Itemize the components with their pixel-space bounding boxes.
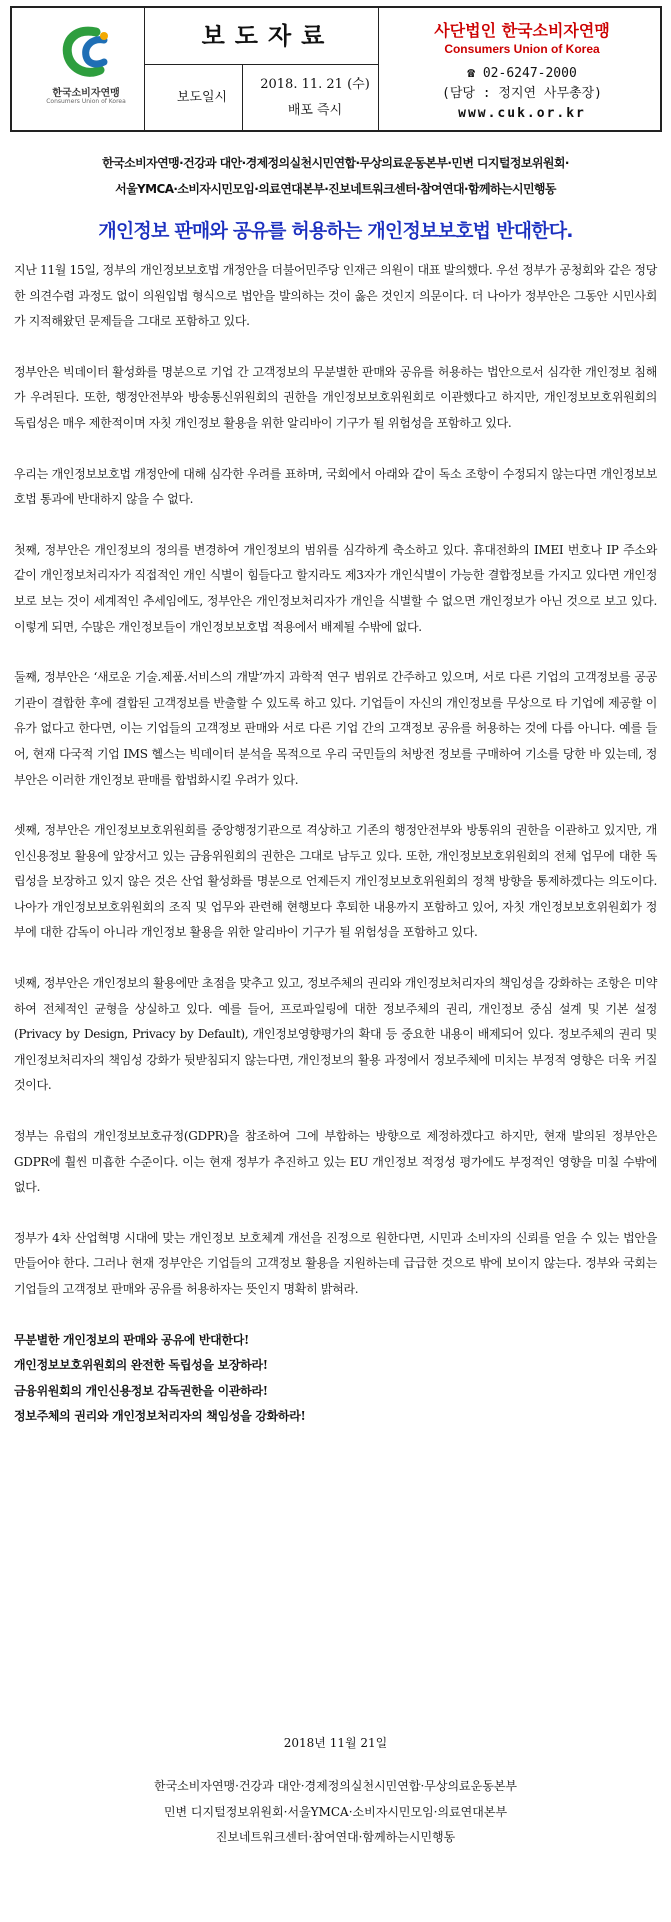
orgs-line: 서울YMCA·소비자시민모임·의료연대본부·진보네트워크센터·참여연대·함께하는시민행동 [115, 182, 556, 196]
signature-org-line: 한국소비자연맹·건강과 대안·경제정의실천시민연합·무상의료운동본부 [153, 1779, 518, 1793]
logo-icon [34, 26, 138, 84]
paragraph: 우리는 개인정보보호법 개정안에 대해 심각한 우려를 표하며, 국회에서 아래와 같이 독소 조항이 수정되지 않는다면 개인정보보호법 통과에 반대하지 않을 수 없다. [14, 466, 657, 507]
org-name-english: Consumers Union of Korea [444, 42, 600, 56]
phone-number: 02-6247-2000 [482, 66, 577, 81]
logo [34, 26, 138, 118]
contact-block [384, 64, 660, 124]
paragraph: 지난 11월 15일, 정부의 개인정보보호법 개정안을 더불어민주당 인재근 의원이 대표 발의했다. 우선 정부가 공청회와 같은 정당한 의견수렴 과정도 없이 의원입법 형식으로 법안을 발의하는 것이 옳은 것인지 의문이다. 더 나아가 정부안은 그동안 시민사회가 지적해왔던 문제들을 그대로 포함하고 있다. [14, 263, 657, 329]
phone-line [384, 64, 660, 84]
signature-orgs [10, 1774, 661, 1851]
paragraph: 정부가 4차 산업혁명 시대에 맞는 개인정보 보호체계 개선을 진정으로 원한다면, 시민과 소비자의 신뢰를 얻을 수 있는 법안을 만들어야 한다. 그러나 현재 정부안은 기업들의 고객정보 활용을 지원하는데 급급한 것으로 밖에 보이지 않는다. 정부와 국회는 기업들의 고객정보 판매와 공유를 허용하자는 뜻인지 명확히 밝혀라. [14, 1230, 657, 1296]
body-text [14, 258, 657, 1430]
slogan: 정보주체의 권리와 개인정보처리자의 책임성을 강화하라! [14, 1409, 306, 1424]
slogan: 금융위원회의 개인신용정보 감독권한을 이관하라! [14, 1383, 268, 1398]
slogan: 개인정보보호위원회의 완전한 독립성을 보장하라! [14, 1358, 268, 1373]
paragraph: 정부안은 빅데이터 활성화를 명분으로 기업 간 고객정보의 무분별한 판매와 공유를 허용하는 법안으로서 심각한 개인정보 침해가 우려된다. 또한, 행정안전부와 방송통신위원회의 권한을 개인정보보호위원회로 이관했다고 하지만, 개인정보보호위원회의 독립성은 매우 제한적이며 자칫 개인정보 활용을 위한 알리바이 기구가 될 위험성을 포함하고 있다. [14, 364, 657, 430]
paragraph: 첫째, 정부안은 개인정보의 정의를 변경하여 개인정보의 범위를 심각하게 축소하고 있다. 휴대전화의 IMEI 번호나 IP 주소와 같이 개인정보처리자가 직접적인 개인 식별이 힘들다고 할지라도 제3자가 개인식별이 가능한 결합정보를 가지고 있다면 개인정보로 보는 것이 세계적인 추세임에도, 정부안은 개인정보처리자가 개인을 식별할 수 없으면 개인정보가 아닌 것으로 보고 있다. 이렇게 되면, 수많은 개인정보들이 개인정보보호법 적용에서 배제될 수밖에 없다. [14, 542, 657, 634]
paragraph: 넷째, 정부안은 개인정보의 활용에만 초점을 맞추고 있고, 정보주체의 권리와 개인정보처리자의 책임성을 강화하는 조항은 미약하여 전체적인 균형을 상실하고 있다. 예를 들어, 프로파일링에 대한 정보주체의 권리, 개인정보 중심 설계 및 기본 설정(Privacy by Design, Privacy by Default), 개인정보영향평가의 확대 등 중요한 내용이 배제되어 있다. 정보주체의 권리 및 개인정보처리자의 책임성 강화가 뒷받침되지 않는다면, 개인정보의 활용 과정에서 정보주체에 미치는 부정적 영향은 더욱 커질 것이다. [14, 976, 657, 1093]
signature-org-line: 민변 디지털정보위원회·서울YMCA·소비자시민모임·의료연대본부 [163, 1804, 508, 1819]
paragraph: 셋째, 정부안은 개인정보보호위원회를 중앙행정기관으로 격상하고 기존의 행정안전부와 방통위의 권한을 이관하고 있지만, 개인신용정보 활용에 앞장서고 있는 금융위원회의 권한은 그대로 남두고 있다. 또한, 개인정보보호위원회의 전체 업무에 대한 독립성을 보장하고 있지 않은 것은 산업 활성화를 명분으로 언제든지 개인정보보호위원회의 정책 방향을 통제하겠다는 의도이다. 나아가 개인정보보호위원회의 조직 및 업무와 관련해 현행보다 후퇴한 내용까지 포함하고 있어, 자칫 개인정보보호위원회가 정부에 대한 감독이 아니라 개인정보 활용을 위한 알리바이 기구가 될 위험성을 포함하고 있다. [14, 823, 657, 940]
phone-icon: ☎ [467, 66, 476, 81]
slogans [14, 1328, 657, 1430]
orgs-line: 한국소비자연맹·건강과 대안·경제정의실천시민연합·무상의료운동본부·민변 디지털정보위원회· [102, 156, 569, 170]
signature-org-line: 진보네트워크센터·참여연대·함께하는시민행동 [215, 1830, 456, 1845]
org-name-korean: 사단법인 한국소비자연맹 [434, 21, 610, 40]
document-title: 보도자료 [201, 22, 335, 50]
header-table [10, 6, 662, 132]
logo-name: 한국소비자연맹 [52, 88, 120, 99]
header-divider [144, 64, 378, 65]
slogan: 무분별한 개인정보의 판매와 공유에 반대한다! [14, 1332, 250, 1347]
date-value-block [250, 72, 380, 124]
release-timing: 배포 즉시 [287, 103, 343, 118]
release-date: 2018. 11. 21 (수) [260, 77, 370, 92]
header-divider [144, 8, 145, 130]
date-label: 보도일시 [176, 90, 228, 105]
logo-subtitle: Consumers Union of Korea [46, 98, 126, 105]
co-signing-orgs [10, 150, 661, 202]
website-link[interactable]: www.cuk.or.kr [458, 106, 586, 121]
contact-person: (담당 : 정지연 사무총장) [442, 86, 602, 101]
paragraph: 둘째, 정부안은 ‘새로운 기술.제품.서비스의 개발’까지 과학적 연구 범위로 간주하고 있으며, 서로 다른 기업의 고객정보를 공공기관이 결합한 후에 결합된 고객정보를 반출할 수 있도록 하고 있다. 기업들이 자신의 개인정보를 무상으로 타 기업에 제공할 이유가 없다고 한다면, 이는 기업들의 고객정보 판매와 서로 다른 기업 간의 고객정보 공유를 허용하는 것에 다름 아니다. 예를 들어, 현재 다국적 기업 IMS 헬스는 빅데이터 분석을 목적으로 우리 국민들의 처방전 정보를 구매하여 기소를 당한 바 있는데, 정부안은 이러한 개인정보 판매를 합법화시킬 우려가 있다. [14, 670, 657, 787]
headline: 개인정보 판매와 공유를 허용하는 개인정보보호법 반대한다. [98, 220, 573, 242]
signature-date: 2018년 11월 21일 [283, 1736, 388, 1750]
paragraph: 정부는 유럽의 개인정보보호규정(GDPR)을 참조하여 그에 부합하는 방향으로 제정하겠다고 하지만, 현재 발의된 정부안은 GDPR에 훨씬 미흡한 수준이다. 이는 현재 정부가 추진하고 있는 EU 개인정보 적정성 평가에도 부정적인 영향을 미칠 수밖에 없다. [14, 1129, 657, 1195]
